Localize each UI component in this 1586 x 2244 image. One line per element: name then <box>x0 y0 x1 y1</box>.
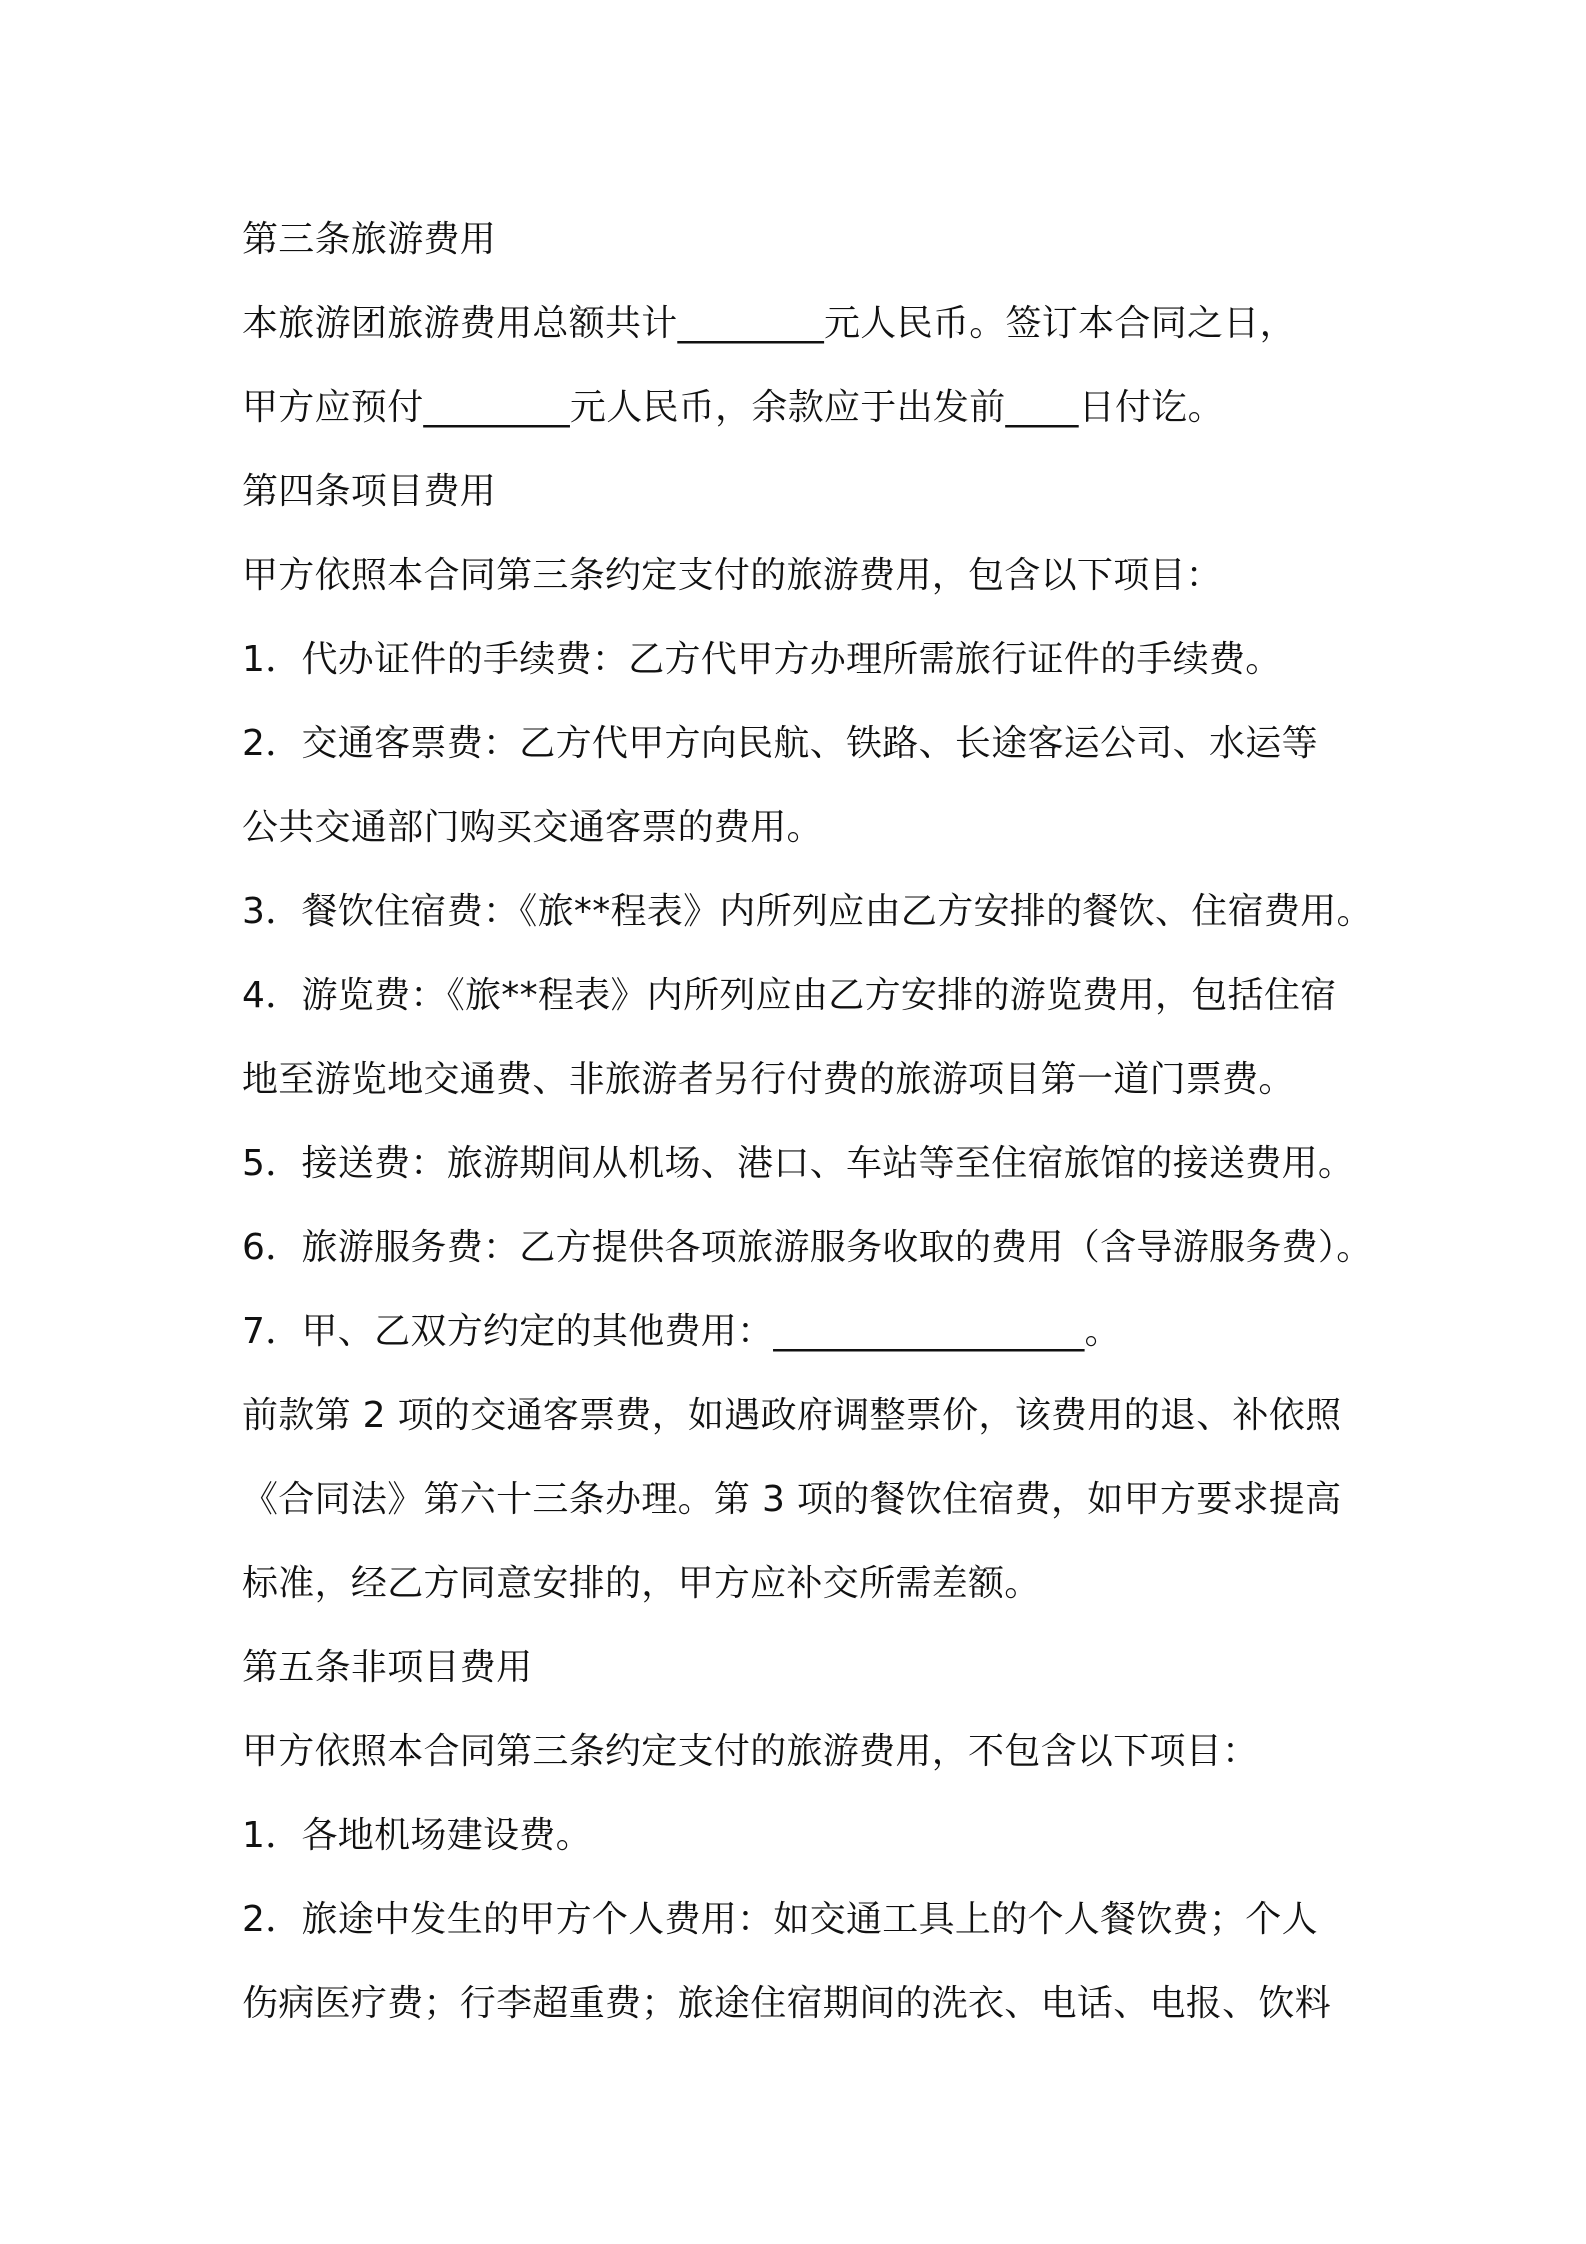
list-item-continuation: 地至游览地交通费、非旅游者另行付费的旅游项目第一道门票费。 <box>242 1059 1295 1100</box>
paragraph-line: 本旅游团旅游费用总额共计________元人民币。签订本合同之日， <box>242 303 1296 344</box>
paragraph-line: 甲方应预付________元人民币，余款应于出发前____日付讫。 <box>242 387 1224 428</box>
list-item: 4．游览费：《旅**程表》内所列应由乙方安排的游览费用，包括住宿 <box>242 975 1337 1016</box>
document-body <box>242 198 1382 2046</box>
list-item-continuation: 伤病医疗费；行李超重费；旅途住宿期间的洗衣、电话、电报、饮料 <box>242 1983 1332 2024</box>
list-item: 1．各地机场建设费。 <box>242 1815 592 1856</box>
paragraph-line: 《合同法》第六十三条办理。第 3 项的餐饮住宿费，如甲方要求提高 <box>242 1479 1342 1520</box>
paragraph-line: 标准，经乙方同意安排的，甲方应补交所需差额。 <box>242 1563 1041 1604</box>
section-heading-article-3: 第三条旅游费用 <box>242 219 497 260</box>
list-item: 5．接送费：旅游期间从机场、港口、车站等至住宿旅馆的接送费用。 <box>242 1143 1355 1184</box>
list-item: 2．交通客票费：乙方代甲方向民航、铁路、长途客运公司、水运等 <box>242 723 1318 764</box>
list-item: 6．旅游服务费：乙方提供各项旅游服务收取的费用（含导游服务费）。 <box>242 1227 1373 1268</box>
section-heading-article-4: 第四条项目费用 <box>242 471 497 512</box>
list-item-continuation: 公共交通部门购买交通客票的费用。 <box>242 807 823 848</box>
section-heading-article-5: 第五条非项目费用 <box>242 1647 533 1688</box>
paragraph-line: 前款第 2 项的交通客票费，如遇政府调整票价，该费用的退、补依照 <box>242 1395 1342 1436</box>
list-item: 1．代办证件的手续费：乙方代甲方办理所需旅行证件的手续费。 <box>242 639 1282 680</box>
list-item: 7．甲、乙双方约定的其他费用：_________________。 <box>242 1311 1121 1352</box>
list-item: 3．餐饮住宿费：《旅**程表》内所列应由乙方安排的餐饮、住宿费用。 <box>242 891 1373 932</box>
paragraph-line: 甲方依照本合同第三条约定支付的旅游费用，包含以下项目： <box>242 555 1223 596</box>
paragraph-line: 甲方依照本合同第三条约定支付的旅游费用，不包含以下项目： <box>242 1731 1259 1772</box>
list-item: 2．旅途中发生的甲方个人费用：如交通工具上的个人餐饮费；个人 <box>242 1899 1318 1940</box>
